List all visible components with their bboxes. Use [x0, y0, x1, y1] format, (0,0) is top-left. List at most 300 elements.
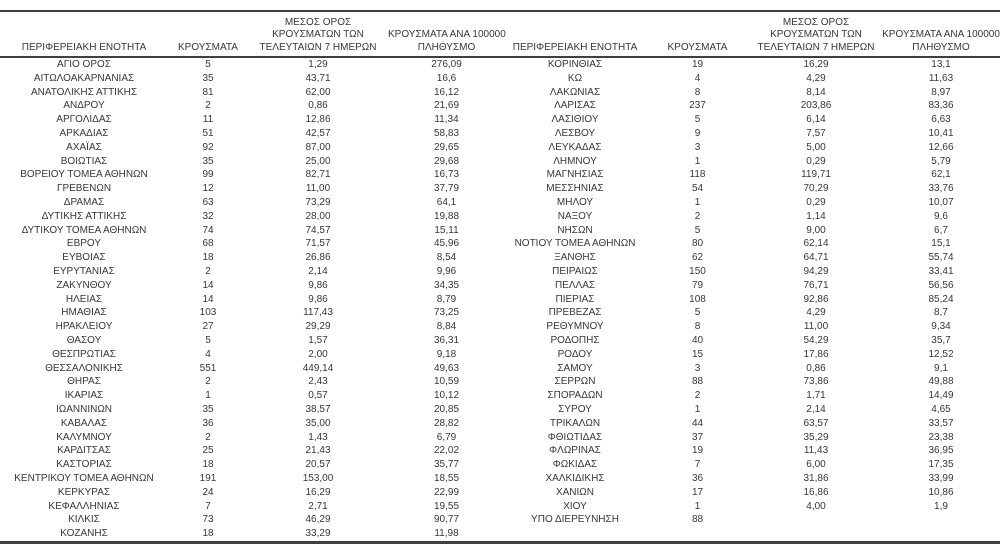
table-row: [505, 417, 1000, 431]
cell-per100k: 58,83: [433, 127, 460, 139]
cell-per100k: 10,07: [928, 196, 954, 208]
cell-cases: 99: [202, 169, 214, 181]
column-header-line: ΚΡΟΥΣΜΑΤΑ ΑΝΑ 100000: [882, 29, 1000, 40]
table-row: [505, 168, 1000, 182]
cell-per100k: 36,31: [433, 334, 460, 346]
cell-cases: 36: [202, 417, 214, 429]
cell-per100k: 83,36: [928, 100, 954, 112]
table-row: [505, 251, 1000, 265]
cell-cases: 5: [205, 334, 211, 346]
cell-region: ΘΕΣΠΡΩΤΙΑΣ: [52, 348, 116, 360]
cell-avg7day: 35,29: [803, 431, 829, 443]
cell-avg7day: 73,29: [305, 196, 331, 208]
cell-avg7day: 0,57: [308, 390, 328, 402]
cell-cases: 36: [691, 472, 704, 484]
table-row: [0, 210, 505, 224]
cell-region: ΠΡΕΒΕΖΑΣ: [548, 307, 602, 319]
table-row: [0, 168, 505, 182]
cell-per100k: 17,35: [928, 459, 954, 471]
cell-avg7day: 70,29: [803, 183, 829, 195]
cell-cases: 37: [691, 431, 704, 443]
cell-region: ΣΠΟΡΑΔΩΝ: [547, 390, 603, 402]
cell-per100k: 14,49: [928, 390, 954, 402]
table-row: [0, 486, 505, 500]
table-row: [0, 224, 505, 238]
cell-per100k: 62,1: [931, 169, 951, 181]
cell-avg7day: 21,43: [305, 445, 331, 457]
cell-per100k: 9,18: [436, 348, 457, 360]
table-row: [505, 500, 1000, 514]
cell-region: ΝΑΞΟΥ: [557, 210, 593, 222]
cell-cases: 73: [202, 514, 214, 526]
cell-per100k: 33,41: [928, 265, 954, 277]
cell-per100k: 29,68: [433, 155, 460, 167]
cell-per100k: 9,6: [934, 210, 948, 222]
table-row: [0, 279, 505, 293]
cell-cases: 2: [205, 376, 211, 388]
cell-cases: 237: [689, 100, 706, 112]
cell-cases: 88: [691, 514, 704, 526]
cell-region: ΛΑΚΩΝΙΑΣ: [549, 86, 601, 98]
cell-per100k: 19,55: [433, 500, 460, 512]
cell-cases: 44: [691, 417, 704, 429]
cell-region: ΧΙΟΥ: [563, 500, 587, 512]
table-row: [0, 458, 505, 472]
cell-cases: 12: [202, 183, 214, 195]
column-header-line: ΠΕΡΙΦΕΡΕΙΑΚΗ ΕΝΟΤΗΤΑ: [512, 41, 638, 53]
cell-avg7day: 76,71: [803, 279, 829, 291]
cell-cases: 35: [202, 72, 214, 84]
cell-region: ΔΥΤΙΚΗΣ ΑΤΤΙΚΗΣ: [41, 210, 127, 222]
cell-cases: 79: [691, 279, 704, 291]
table-row: [0, 72, 505, 86]
cell-per100k: 21,69: [433, 100, 460, 112]
column-header-per100k: [882, 12, 1000, 57]
cell-avg7day: 62,00: [305, 86, 331, 98]
cell-avg7day: 0,86: [308, 100, 328, 112]
cell-per100k: 10,59: [433, 376, 460, 388]
cell-avg7day: 9,86: [308, 279, 328, 291]
cell-avg7day: 4,29: [806, 72, 826, 84]
column-header-line: ΚΡΟΥΣΜΑΤΩΝ ΤΩΝ: [272, 29, 364, 40]
table-row: [0, 237, 505, 251]
table-row: [0, 306, 505, 320]
table-row: [505, 306, 1000, 320]
cell-avg7day: 46,29: [305, 514, 331, 526]
column-header-line: ΤΕΛΕΥΤΑΙΩΝ 7 ΗΜΕΡΩΝ: [757, 41, 875, 53]
cell-cases: 18: [202, 459, 214, 471]
table-row: [505, 458, 1000, 472]
cell-per100k: 33,57: [928, 417, 954, 429]
cell-per100k: 35,77: [433, 459, 460, 471]
cell-avg7day: 0,86: [806, 362, 826, 374]
cell-region: ΒΟΙΩΤΙΑΣ: [60, 155, 108, 167]
table-row: [505, 348, 1000, 362]
table-row: [505, 99, 1000, 113]
cell-per100k: 15,11: [434, 224, 459, 236]
table-row: [505, 362, 1000, 376]
cell-cases: 5: [694, 114, 701, 126]
column-header-line: ΠΛΗΘΥΣΜΟ: [912, 41, 970, 53]
cell-cases: 2: [205, 100, 211, 112]
cell-region: ΧΑΝΙΩΝ: [555, 486, 595, 498]
cell-cases: 35: [202, 155, 214, 167]
cell-cases: 103: [199, 307, 217, 319]
cell-cases: 3: [694, 362, 701, 374]
table-row: [505, 237, 1000, 251]
cell-region: ΝΟΤΙΟΥ ΤΟΜΕΑ ΑΘΗΝΩΝ: [514, 238, 636, 250]
cell-avg7day: 2,00: [308, 348, 328, 360]
cell-per100k: 34,35: [433, 279, 460, 291]
cell-avg7day: 74,57: [305, 224, 331, 236]
cell-region: ΛΗΜΝΟΥ: [553, 155, 597, 167]
cell-per100k: 55,74: [928, 252, 954, 264]
cell-avg7day: 17,86: [803, 348, 829, 360]
table-row: [0, 265, 505, 279]
table-row: [505, 403, 1000, 417]
cell-avg7day: 20,57: [305, 459, 331, 471]
table-row: [0, 444, 505, 458]
cell-per100k: 8,97: [931, 86, 951, 98]
cell-per100k: 11,63: [928, 72, 954, 84]
table-row: [0, 431, 505, 445]
cell-per100k: 19,88: [433, 210, 460, 222]
cell-avg7day: 6,00: [806, 459, 826, 471]
table-row: [505, 182, 1000, 196]
cell-per100k: 16,6: [436, 72, 457, 84]
cell-region: ΞΑΝΘΗΣ: [554, 252, 596, 264]
table-row: [505, 155, 1000, 169]
cell-cases: 1: [694, 403, 701, 415]
cell-per100k: 16,73: [433, 169, 460, 181]
cell-region: ΒΟΡΕΙΟΥ ΤΟΜΕΑ ΑΘΗΝΩΝ: [20, 169, 148, 181]
cell-cases: 7: [205, 500, 211, 512]
cell-cases: 8: [694, 86, 701, 98]
cell-cases: 1: [694, 500, 701, 512]
cell-avg7day: 12,86: [305, 114, 331, 126]
table-row: [0, 403, 505, 417]
cell-avg7day: 11,00: [803, 321, 829, 333]
cell-cases: 63: [202, 196, 214, 208]
cell-cases: 2: [694, 210, 701, 222]
cell-region: ΦΘΙΩΤΙΔΑΣ: [547, 431, 603, 443]
cell-region: ΡΟΔΟΥ: [557, 348, 593, 360]
cell-region: ΧΑΛΚΙΔΙΚΗΣ: [545, 472, 605, 484]
cell-per100k: 90,77: [433, 514, 460, 526]
cell-region: ΚΟΡΙΝΘΙΑΣ: [547, 59, 603, 70]
cell-cases: 2: [205, 431, 211, 443]
cell-avg7day: 29,29: [305, 321, 331, 333]
table-row: [505, 127, 1000, 141]
cell-region: ΣΕΡΡΩΝ: [554, 376, 596, 388]
cell-avg7day: 28,00: [305, 210, 331, 222]
cell-region: ΜΕΣΣΗΝΙΑΣ: [546, 183, 604, 195]
cell-per100k: [882, 513, 1000, 527]
cell-avg7day: 92,86: [803, 293, 829, 305]
cell-region: ΔΡΑΜΑΣ: [63, 196, 105, 208]
cell-region: ΑΧΑΪΑΣ: [66, 141, 102, 153]
cell-region: ΠΙΕΡΙΑΣ: [555, 293, 595, 305]
cell-per100k: 12,52: [928, 348, 954, 360]
cell-avg7day: 1,43: [308, 431, 328, 443]
cell-region: ΕΥΡΥΤΑΝΙΑΣ: [53, 265, 115, 277]
cell-per100k: 36,95: [928, 445, 954, 457]
cell-region: ΤΡΙΚΑΛΩΝ: [549, 417, 601, 429]
cell-region: ΓΡΕΒΕΝΩΝ: [56, 183, 112, 195]
cell-per100k: 10,41: [928, 127, 954, 139]
column-header-line: ΚΡΟΥΣΜΑΤΑ: [178, 41, 238, 53]
cell-per100k: 49,88: [928, 376, 954, 388]
table-row: [0, 375, 505, 389]
table-row: [505, 444, 1000, 458]
table-row: [0, 141, 505, 155]
column-header-region: [0, 12, 168, 57]
cell-per100k: 45,96: [433, 238, 460, 250]
cell-cases: 19: [691, 445, 704, 457]
table-row: [505, 279, 1000, 293]
cell-avg7day: 62,14: [803, 238, 829, 250]
cell-per100k: 9,1: [934, 362, 948, 374]
table-row: [505, 72, 1000, 86]
cell-per100k: 11,34: [434, 114, 459, 126]
cell-per100k: 20,85: [433, 403, 460, 415]
cell-avg7day: 203,86: [800, 100, 832, 112]
cell-cases: 5: [694, 224, 701, 236]
column-header-line: ΠΛΗΘΥΣΜΟ: [417, 41, 476, 53]
cell-per100k: 4,65: [931, 403, 951, 415]
cell-cases: 18: [202, 252, 214, 264]
cell-per100k: 18,55: [433, 472, 460, 484]
cell-avg7day: 9,00: [806, 224, 826, 236]
cell-cases: 14: [202, 279, 214, 291]
cell-region: ΚΟΖΑΝΗΣ: [60, 528, 108, 540]
column-header-line: ΜΕΣΟΣ ΟΡΟΣ: [782, 16, 850, 28]
table-row: [505, 265, 1000, 279]
cell-avg7day: 119,71: [801, 169, 831, 181]
table-row: [505, 513, 1000, 527]
cell-cases: 5: [205, 59, 211, 70]
table-row: [0, 417, 505, 431]
cell-avg7day: 2,14: [308, 265, 328, 277]
cell-region: ΚΙΛΚΙΣ: [68, 514, 100, 526]
cell-region: ΜΗΛΟΥ: [556, 196, 594, 208]
cell-cases: 1: [205, 390, 211, 402]
table-row: [505, 113, 1000, 127]
cell-cases: 11: [202, 114, 214, 126]
cell-avg7day: 9,86: [308, 293, 328, 305]
cell-avg7day: 11,00: [305, 183, 331, 195]
cell-per100k: 73,25: [433, 307, 460, 319]
table-row: [505, 293, 1000, 307]
cell-avg7day: 6,14: [806, 114, 826, 126]
cell-per100k: 10,86: [928, 486, 954, 498]
cell-region: ΖΑΚΥΝΘΟΥ: [56, 279, 112, 291]
cell-region: ΥΠΟ ΔΙΕΡΕΥΝΗΣΗ: [531, 514, 619, 526]
cell-avg7day: 31,86: [803, 472, 829, 484]
cell-region: ΘΕΣΣΑΛΟΝΙΚΗΣ: [45, 362, 123, 374]
column-header-line: ΤΕΛΕΥΤΑΙΩΝ 7 ΗΜΕΡΩΝ: [259, 41, 377, 53]
cell-region: ΚΑΡΔΙΤΣΑΣ: [57, 445, 111, 457]
table-row: [505, 431, 1000, 445]
cell-cases: 4: [694, 72, 701, 84]
cell-region: ΑΓΙΟ ΟΡΟΣ: [57, 59, 111, 70]
column-header-line: ΠΕΡΙΦΕΡΕΙΑΚΗ ΕΝΟΤΗΤΑ: [21, 41, 147, 53]
cell-per100k: 8,54: [436, 252, 457, 264]
cell-cases: 32: [202, 210, 214, 222]
cell-region: ΕΥΒΟΙΑΣ: [62, 252, 106, 264]
cell-cases: 7: [694, 459, 701, 471]
cell-region: ΡΟΔΟΠΗΣ: [550, 334, 600, 346]
cell-cases: 40: [691, 334, 704, 346]
cell-avg7day: 1,29: [308, 59, 328, 70]
cell-cases: 3: [694, 141, 701, 153]
column-header-region: [505, 12, 645, 57]
cell-per100k: 5,79: [931, 155, 951, 167]
cell-cases: 19: [691, 59, 704, 70]
cell-region: ΑΙΤΩΛΟΑΚΑΡΝΑΝΙΑΣ: [33, 72, 135, 84]
cell-per100k: 13,1: [931, 59, 951, 70]
regional-cases-tables: [0, 10, 1000, 544]
table-row: [505, 57, 1000, 72]
table-row: [0, 99, 505, 113]
cell-cases: 54: [691, 183, 704, 195]
cell-region: ΚΕΝΤΡΙΚΟΥ ΤΟΜΕΑ ΑΘΗΝΩΝ: [14, 472, 154, 484]
column-header-line: ΚΡΟΥΣΜΑΤΩΝ ΤΩΝ: [770, 29, 862, 40]
cell-region: ΑΝΑΤΟΛΙΚΗΣ ΑΤΤΙΚΗΣ: [30, 86, 138, 98]
table-row: [0, 57, 505, 72]
cell-cases: 92: [202, 141, 214, 153]
cell-per100k: 29,65: [433, 141, 460, 153]
cell-avg7day: 63,57: [803, 417, 829, 429]
cell-region: ΝΗΣΩΝ: [557, 224, 593, 236]
cell-region: ΛΑΡΙΣΑΣ: [554, 100, 596, 112]
column-header-avg7day: [750, 12, 882, 57]
cell-cases: 17: [691, 486, 704, 498]
cell-cases: 191: [199, 472, 217, 484]
table-row: [505, 210, 1000, 224]
cell-cases: 18: [202, 528, 214, 540]
cell-per100k: 8,84: [436, 321, 457, 333]
table-row: [0, 389, 505, 403]
table-row: [505, 320, 1000, 334]
cell-region: ΚΑΛΥΜΝΟΥ: [56, 431, 112, 443]
cell-per100k: 49,63: [433, 362, 460, 374]
cell-per100k: 33,99: [928, 472, 954, 484]
cell-per100k: 9,96: [436, 265, 457, 277]
cell-cases: 5: [694, 307, 701, 319]
cell-cases: 51: [202, 127, 214, 139]
cell-region: ΠΕΛΛΑΣ: [554, 279, 596, 291]
column-header-cases: [168, 12, 248, 57]
table-row: [0, 513, 505, 527]
cell-region: ΙΩΑΝΝΙΝΩΝ: [55, 403, 113, 415]
cell-per100k: 85,24: [928, 293, 954, 305]
cell-region: ΦΛΩΡΙΝΑΣ: [549, 445, 601, 457]
table-row: [0, 155, 505, 169]
cell-avg7day: 2,43: [308, 376, 328, 388]
cell-avg7day: 7,57: [806, 127, 826, 139]
cell-region: ΗΛΕΙΑΣ: [65, 293, 103, 305]
cell-cases: 24: [202, 486, 214, 498]
table-row: [505, 141, 1000, 155]
cell-region: ΕΒΡΟΥ: [66, 238, 102, 250]
cell-per100k: 22,99: [433, 486, 460, 498]
cell-per100k: 35,7: [931, 334, 951, 346]
cell-avg7day: 4,29: [806, 307, 826, 319]
cell-region: ΚΕΡΚΥΡΑΣ: [57, 486, 111, 498]
cell-avg7day: 8,14: [806, 86, 826, 98]
table-row: [505, 334, 1000, 348]
table-row: [0, 527, 505, 541]
cell-avg7day: 54,29: [803, 334, 829, 346]
cell-avg7day: 117,43: [303, 307, 333, 319]
cell-region: ΣΑΜΟΥ: [557, 362, 593, 374]
table-row: [0, 472, 505, 486]
cell-per100k: 11,98: [434, 528, 459, 540]
cell-per100k: 64,1: [436, 196, 457, 208]
cell-region: ΣΥΡΟΥ: [558, 403, 592, 415]
cell-avg7day: 71,57: [305, 238, 331, 250]
cell-avg7day: 16,86: [803, 486, 829, 498]
table-row: [0, 113, 505, 127]
cell-avg7day: 16,29: [305, 486, 331, 498]
cell-avg7day: 16,29: [803, 59, 829, 70]
cell-cases: 2: [694, 390, 701, 402]
cell-region: ΑΝΔΡΟΥ: [63, 100, 105, 112]
cell-region: ΗΜΑΘΙΑΣ: [61, 307, 107, 319]
cell-per100k: 22,02: [433, 445, 460, 457]
cell-per100k: 12,66: [928, 141, 954, 153]
table-row: [0, 293, 505, 307]
cell-region: ΚΩ: [567, 72, 583, 84]
cell-region: ΛΕΣΒΟΥ: [554, 127, 596, 139]
table-row: [0, 348, 505, 362]
cell-cases: 4: [205, 348, 211, 360]
cell-region: ΗΡΑΚΛΕΙΟΥ: [55, 321, 113, 333]
column-header-cases: [645, 12, 750, 57]
cell-avg7day: 1,71: [806, 390, 826, 402]
cell-avg7day: 1,14: [806, 210, 826, 222]
cell-avg7day: 4,00: [806, 500, 826, 512]
cell-cases: 9: [694, 127, 701, 139]
cell-region: ΚΕΦΑΛΛΗΝΙΑΣ: [48, 500, 120, 512]
table-row: [0, 320, 505, 334]
cell-avg7day: 82,71: [305, 169, 331, 181]
cell-avg7day: 73,86: [803, 376, 829, 388]
cell-region: ΘΗΡΑΣ: [67, 376, 101, 388]
cell-avg7day: 35,00: [305, 417, 331, 429]
cell-per100k: 1,9: [934, 500, 948, 512]
table-row: [0, 362, 505, 376]
cell-per100k: 23,38: [928, 431, 954, 443]
cell-avg7day: 94,29: [803, 265, 829, 277]
cell-cases: 68: [202, 238, 214, 250]
cell-per100k: 16,12: [433, 86, 460, 98]
column-header-line: ΚΡΟΥΣΜΑΤΑ ΑΝΑ 100000: [388, 29, 506, 40]
cell-region: ΛΑΣΙΘΙΟΥ: [551, 114, 599, 126]
cell-per100k: 10,12: [433, 390, 460, 402]
table-row: [0, 127, 505, 141]
table-row: [0, 334, 505, 348]
cell-cases: 62: [691, 252, 704, 264]
cell-region: ΔΥΤΙΚΟΥ ΤΟΜΕΑ ΑΘΗΝΩΝ: [21, 224, 147, 236]
table-row: [505, 389, 1000, 403]
cell-avg7day: [750, 513, 882, 527]
cell-per100k: 276,09: [431, 59, 462, 70]
cell-region: ΜΑΓΝΗΣΙΑΣ: [546, 169, 604, 181]
table-row: [0, 86, 505, 100]
table-row: [505, 375, 1000, 389]
